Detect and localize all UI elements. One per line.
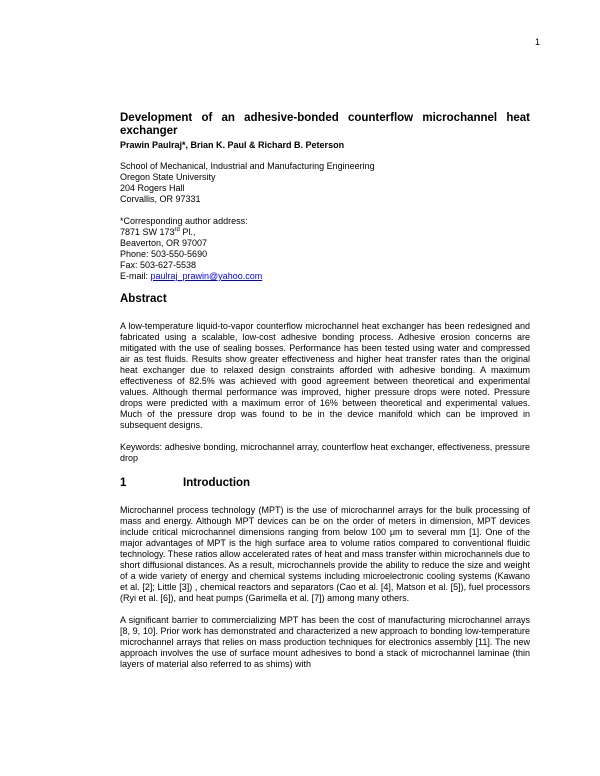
introduction-heading bbox=[120, 477, 530, 490]
page-number: 1 bbox=[535, 37, 541, 47]
contact-fax: Fax: 503-627-5538 bbox=[120, 260, 197, 270]
contact-city: Beaverton, OR 97007 bbox=[120, 238, 208, 248]
affiliation-line: School of Mechanical, Industrial and Manufacturing Engineering bbox=[120, 161, 375, 171]
street-name: Pl., bbox=[179, 227, 196, 237]
street-number: 7871 SW 173 bbox=[120, 227, 175, 237]
contact-email bbox=[120, 271, 530, 282]
street-ordinal: rd bbox=[174, 227, 180, 233]
keywords-text: Keywords: adhesive bonding, microchannel array, counterflow heat exchanger, effectiveness, pressure drop bbox=[120, 442, 530, 463]
corresponding-author-block bbox=[120, 216, 530, 282]
email-label: E-mail: bbox=[120, 271, 151, 281]
abstract-heading: Abstract bbox=[120, 293, 167, 305]
contact-phone: Phone: 503-550-5690 bbox=[120, 249, 208, 259]
section-title: Introduction bbox=[183, 477, 251, 489]
affiliation-line: Oregon State University bbox=[120, 172, 216, 182]
author-list: Prawin Paulraj*, Brian K. Paul & Richard B. Peterson bbox=[120, 140, 345, 150]
section-number: 1 bbox=[120, 477, 127, 489]
abstract-text: A low-temperature liquid-to-vapor counterflow microchannel heat exchanger has been redesigned and fabricated using a scalable, low-cost adhesive bonding process. Adhesive erosion concerns are mitigated with the use of sealing bosses. Performance has been tested using water and compressed air as test fluids. Results show greater effectiveness and higher heat transfer rates than the original heat exchanger due to relaxed design constraints afforded with adhesive bonding. A maximum effectiveness of 82.5% was achieved with good agreement between theoretical and experimental values. Although thermal performance was improved, higher pressure drops were noted. Pressure drops were predicted with a maximum error of 16% between theoretical and experimental values. Much of the pressure drop was found to be in the device manifold which can be improved in subsequent designs. bbox=[120, 321, 530, 430]
affiliation-line: 204 Rogers Hall bbox=[120, 183, 185, 193]
paper-title: Development of an adhesive-bonded counterflow microchannel heat exchanger bbox=[120, 112, 530, 137]
paper-content bbox=[120, 112, 530, 670]
contact-street bbox=[120, 227, 530, 238]
email-link[interactable]: paulraj_prawin@yahoo.com bbox=[150, 271, 263, 281]
contact-heading: *Corresponding author address: bbox=[120, 216, 248, 226]
introduction-paragraph: Microchannel process technology (MPT) is the use of microchannel arrays for the bulk processing of mass and energy. Although MPT devices can be on the order of meters in dimension, MPT devices include critical microchannel dimensions ranging from below 100 μm to several mm [1]. One of the major advantages of MPT is the high surface area to volume ratios compared to conventional fluidic technology. These ratios allow accelerated rates of heat and mass transfer within microchannels due to short diffusional distances. As a result, microchannels provide the ability to reduce the size and weight of a wide variety of energy and chemical systems including microelectronic cooling systems (Kawano et al. [2]; Little [3]) , chemical reactors and separators (Cao et al. [4], Matson et al. [5]), fuel processors (Ryi et al. [6]), and heat pumps (Garimella et al. [7]) among many others. bbox=[120, 505, 530, 603]
affiliation-line: Corvallis, OR 97331 bbox=[120, 194, 201, 204]
introduction-paragraph: A significant barrier to commercializing MPT has been the cost of manufacturing microchannel arrays [8, 9, 10]. Prior work has demonstrated and characterized a new approach to bonding low-temperature microchannel arrays that relies on mass production techniques for electronics assembly [11]. The new approach involves the use of surface mount adhesives to bond a stack of microchannel laminae (thin layers of material also referred to as shims) with bbox=[120, 615, 530, 669]
affiliation-block bbox=[120, 161, 530, 205]
